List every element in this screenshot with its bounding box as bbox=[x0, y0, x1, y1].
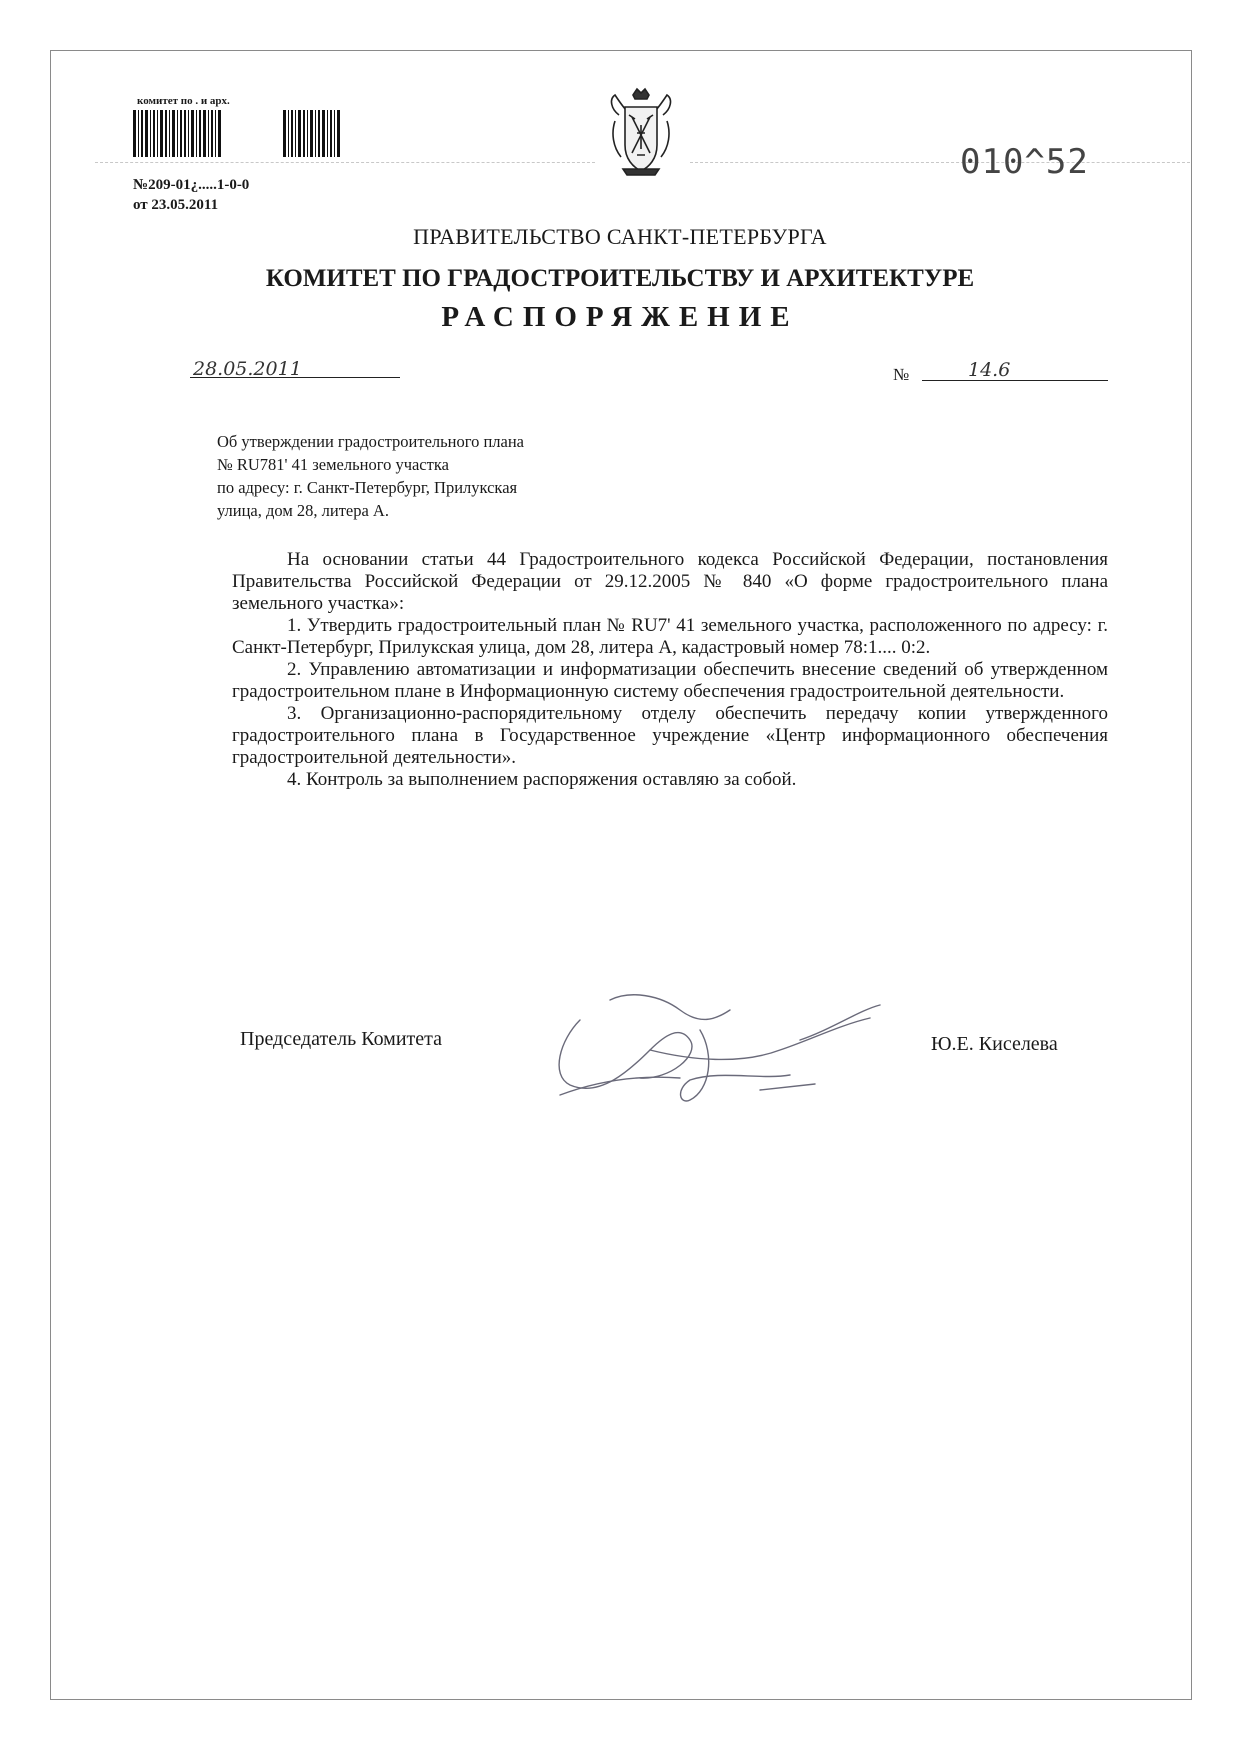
scan-line-left bbox=[95, 162, 595, 163]
serial-number: 010^52 bbox=[960, 142, 1089, 182]
subject-line: улица, дом 28, литера А. bbox=[217, 501, 389, 520]
body-item-4: 4. Контроль за выполнением распоряжения оставляю за собой. bbox=[287, 769, 797, 790]
page-frame bbox=[50, 50, 1192, 1700]
scan-line-right bbox=[690, 162, 1190, 163]
order-date: 28.05.2011 bbox=[193, 358, 302, 380]
government-heading: ПРАВИТЕЛЬСТВО САНКТ-ПЕТЕРБУРГА bbox=[413, 224, 827, 249]
order-body bbox=[232, 549, 1108, 791]
coat-of-arms-icon bbox=[605, 85, 677, 180]
order-number: 14.6 bbox=[968, 359, 1011, 381]
body-item-2: 2. Управлению автоматизации и информатизации обеспечить внесение сведений об утвержденном градостроительном плане в Информационную систему обеспечения градостроительной деятельности. bbox=[232, 659, 1108, 702]
stamp-org-text: комитет по . и арх. bbox=[137, 95, 230, 107]
signer-name: Ю.Е. Киселева bbox=[931, 1033, 1058, 1055]
order-number-label: № bbox=[893, 365, 910, 384]
order-number-underline bbox=[922, 380, 1108, 381]
body-intro: На основании статьи 44 Градостроительного кодекса Российской Федерации, постановления Правительства Российской Федерации от 29.12.2005 № 840 «О форме градостроительного плана земельного участка»: bbox=[232, 549, 1108, 614]
subject-line: № RU781' 41 земельного участка bbox=[217, 455, 449, 474]
registration-number: №209-01¿.....1-0-0 bbox=[133, 177, 250, 193]
body-item-1: 1. Утвердить градостроительный план № RU7' 41 земельного участка, расположенного по адресу: г. Санкт-Петербург, Прилукская улица, дом 28, литера А, кадастровый номер 78:1.... 0:2. bbox=[232, 615, 1108, 658]
subject-line: Об утверждении градостроительного плана bbox=[217, 432, 525, 451]
committee-heading: КОМИТЕТ ПО ГРАДОСТРОИТЕЛЬСТВУ И АРХИТЕКТУРЕ bbox=[265, 265, 975, 292]
barcode-left bbox=[133, 110, 223, 157]
barcode-right bbox=[283, 110, 342, 157]
subject-line: по адресу: г. Санкт-Петербург, Прилукская bbox=[217, 478, 518, 497]
handwritten-signature bbox=[540, 980, 960, 1115]
signer-title: Председатель Комитета bbox=[240, 1028, 443, 1050]
registration-date: от 23.05.2011 bbox=[133, 197, 219, 213]
body-item-3: 3. Организационно-распорядительному отделу обеспечить передачу копии утвержденного градостроительного плана в Государственное учреждение «Центр информационного обеспечения градостроительной деятельности». bbox=[232, 703, 1108, 768]
document-type-heading: РАСПОРЯЖЕНИЕ bbox=[441, 301, 799, 333]
subject-block bbox=[217, 430, 657, 522]
